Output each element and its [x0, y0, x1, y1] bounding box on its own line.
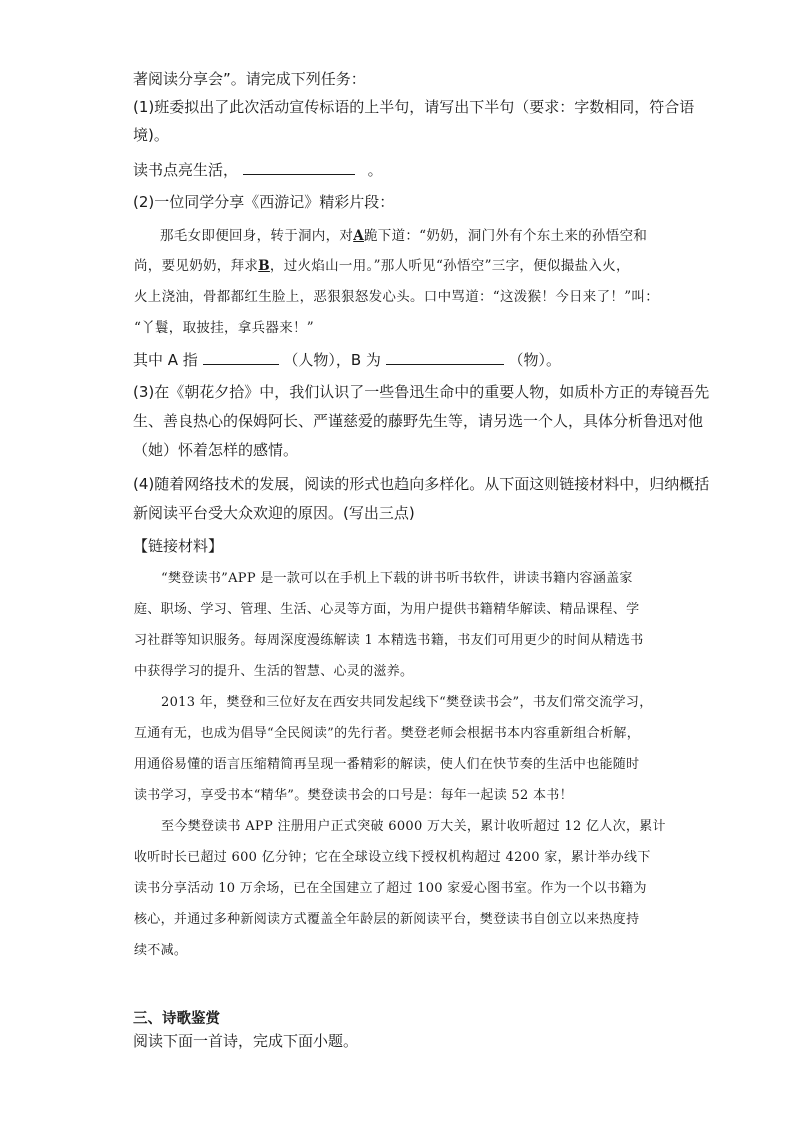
- material-p3-line5: 续不减。: [134, 943, 188, 958]
- material-p3-line3: 读书分享活动 10 万余场，已在全国建立了超过 100 家爱心图书室。作为一个以书籍为: [134, 881, 647, 896]
- marker-a: A: [353, 228, 364, 244]
- q4-line1: (4)随着网络技术的发展，阅读的形式也趋向多样化。从下面这则链接材料中，归纳概括: [133, 475, 710, 493]
- passage-line4: “丫鬟，取披挂，拿兵器来！”: [134, 320, 315, 336]
- material-p1-line3: 习社群等知识服务。每周深度漫练解读 1 本精选书籍，书友们可用更少的时间从精选书: [134, 633, 644, 648]
- q2-ask-b-unit: （物）。: [508, 351, 562, 369]
- section3-title: 三、诗歌鉴赏: [133, 1011, 220, 1027]
- q4-line2: 新阅读平台受大众欢迎的原因。(写出三点): [133, 504, 415, 522]
- q2-ask-a: 其中 A 指: [133, 351, 198, 369]
- q1-prompt-line2: 境)。: [133, 126, 169, 144]
- passage-text: 尚，要见奶奶，拜求: [134, 258, 259, 274]
- material-p1-line4: 中获得学习的提升、生活的智慧、心灵的滋养。: [134, 664, 414, 679]
- material-p2-line1: 2013 年，樊登和三位好友在西安共同发起线下“樊登读书会”，书友们常交流学习，: [161, 695, 653, 710]
- passage-line2: [134, 256, 680, 276]
- material-heading: 【链接材料】: [133, 537, 224, 555]
- material-p2-line2: 互通有无，也成为倡导“全民阅读”的先行者。樊登老师会根据书本内容重新组合析解，: [134, 726, 640, 741]
- marker-b: B: [258, 258, 270, 274]
- material-p3-line4: 核心，并通过多种新阅读方式覆盖全年龄层的新阅读平台，樊登读书自创立以来热度持: [134, 912, 640, 927]
- q3-line1: (3)在《朝花夕拾》中，我们认识了一些鲁迅生命中的重要人物，如质朴方正的寿镜吾先: [133, 383, 710, 401]
- q1-answer-blank[interactable]: [243, 159, 355, 175]
- material-p1-line2: 庭、职场、学习、管理、生活、心灵等方面，为用户提供书籍精华解读、精品课程、学: [134, 602, 640, 617]
- passage-line3: 火上浇油，骨都都红生脸上，恶狠狠怒发心头。口中骂道：“这泼猴！今日来了！”叫：: [134, 289, 660, 305]
- q1-answer-line: [133, 159, 673, 180]
- passage-text: 跪下道：“奶奶，洞门外有个东土来的孙悟空和: [363, 228, 648, 244]
- q3-line2: 生、善良热心的保姆阿长、严谨慈爱的藤野先生等，请另选一个人，具体分析鲁迅对他: [133, 412, 704, 430]
- material-p1-line1: “樊登读书”APP 是一款可以在手机上下载的讲书听书软件，讲读书籍内容涵盖家: [161, 571, 633, 586]
- q2-ask-line: [133, 349, 673, 370]
- passage-text: ，过火焰山一用。”那人听见“孙悟空”三字，便似撮盐入火，: [269, 258, 630, 274]
- q3-line3: （她）怀着怎样的感情。: [133, 441, 299, 459]
- q1-prompt-line1: (1)班委拟出了此次活动宣传标语的上半句，请写出下半句（要求：字数相同，符合语: [133, 98, 695, 116]
- q2-ask-a-unit: （人物），B 为: [283, 351, 381, 369]
- q1-slogan-first-half: 读书点亮生活，: [133, 161, 239, 179]
- passage-line1: [160, 226, 680, 246]
- material-p2-line3: 用通俗易懂的语言压缩精简再呈现一番精彩的解读，使人们在快节奏的生活中也能随时: [134, 757, 640, 772]
- material-p3-line1: 至今樊登读书 APP 注册用户正式突破 6000 万大关，累计收听超过 12 亿人次，累计: [161, 819, 666, 834]
- q2-blank-b[interactable]: [386, 349, 504, 365]
- material-p2-line4: 读书学习，享受书本“精华”。樊登读书会的口号是：每年一起读 52 本书！: [134, 788, 573, 803]
- q2-blank-a[interactable]: [203, 349, 279, 365]
- q1-period: 。: [367, 161, 383, 179]
- passage-text: 那毛女即便回身，转于洞内，对: [160, 228, 354, 244]
- section3-instruction: 阅读下面一首诗，完成下面小题。: [133, 1032, 359, 1050]
- material-p3-line2: 收听时长已超过 600 亿分钟；它在全球设立线下授权机构超过 4200 家，累计举办线下: [134, 850, 651, 865]
- intro-line: 著阅读分享会”。请完成下列任务：: [133, 70, 366, 88]
- q2-intro: (2)一位同学分享《西游记》精彩片段：: [133, 193, 395, 211]
